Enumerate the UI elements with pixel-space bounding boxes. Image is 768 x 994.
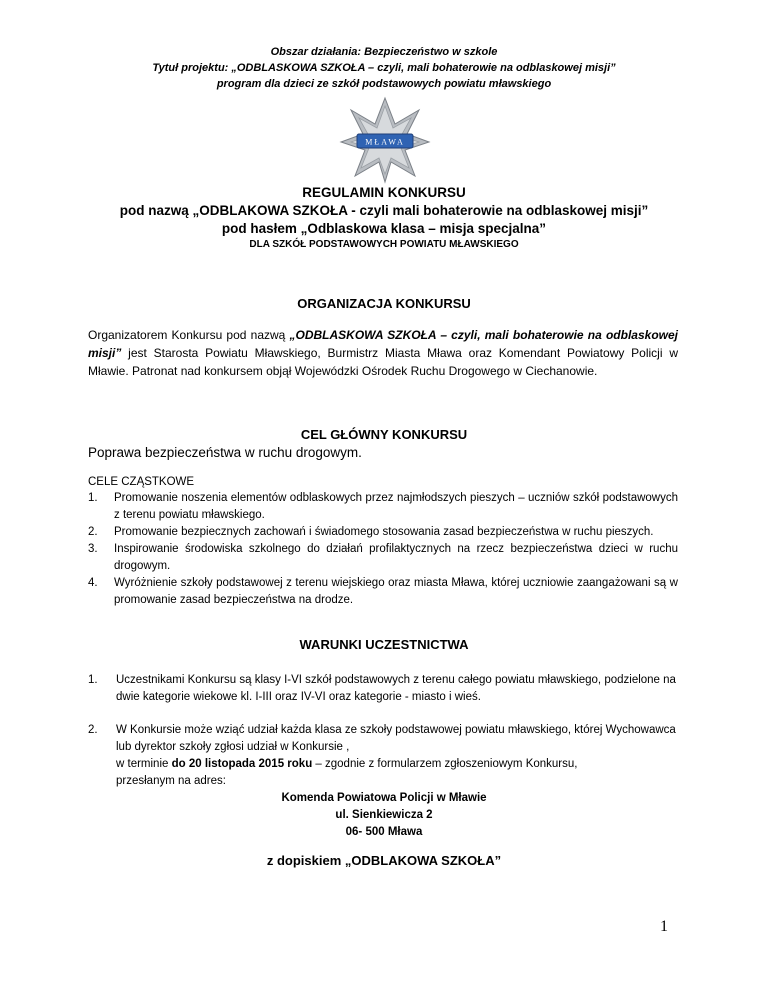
submission-note: z dopiskiem „ODBLAKOWA SZKOŁA” (266, 853, 502, 868)
police-star-badge-icon (339, 96, 431, 184)
address-line: ul. Sienkiewicza 2 (335, 809, 433, 821)
header-project-title: Tytuł projektu: „ODBLASKOWA SZKOŁA – czyli, mali bohaterowie na odblaskowej misji” (152, 62, 616, 74)
organizacja-paragraph: Organizatorem Konkursu pod nazwą „ODBLASKOWA SZKOŁA – czyli, mali bohaterowie na odblaskowej misji” jest Starosta Powiatu Mławskiego, Burmistrz Miasta Mława oraz Komendant Powiatowy Policji w Mławie. Patronat nad konkursem objął Wojewódzki Ośrodek Ruchu Drogowego w Ciechanowie. (88, 328, 678, 378)
regulamin-title: REGULAMIN KONKURSU (302, 185, 466, 200)
cele-czastkowe-list (88, 490, 678, 609)
address-line: Komenda Powiatowa Policji w Mławie (281, 792, 487, 804)
cel-glowny-text: Poprawa bezpieczeństwa w ruchu drogowym. (88, 445, 362, 460)
contest-slogan-line: pod hasłem „Odblaskowa klasa – misja specjalna” (221, 221, 547, 236)
cele-czastkowe-heading: CELE CZĄSTKOWE (88, 476, 195, 488)
header-program-line: program dla dzieci ze szkół podstawowych powiatu mławskiego (216, 78, 552, 90)
cel-glowny-heading: CEL GŁÓWNY KONKURSU (300, 427, 468, 442)
contest-title-inline: „ODBLASKOWA SZKOŁA – czyli, mali bohaterowie na odblaskowej misji” (88, 328, 678, 360)
contest-name-line: pod nazwą „ODBLAKOWA SZKOŁA - czyli mali bohaterowie na odblaskowej misji” (119, 203, 649, 218)
header-area-line: Obszar działania: Bezpieczeństwo w szkole (270, 46, 498, 58)
target-schools-line: DLA SZKÓŁ PODSTAWOWYCH POWIATU MŁAWSKIEGO (249, 239, 519, 250)
list-item: 3. Inspirowanie środowiska szkolnego do działań profilaktycznych na rzecz bezpieczeństwa dzieci w ruchu drogowym. (88, 543, 678, 572)
address-block (0, 790, 768, 841)
warunki-heading: WARUNKI UCZESTNICTWA (299, 637, 469, 652)
badge-text: MŁAWA (365, 137, 405, 147)
list-item: 4. Wyróżnienie szkoły podstawowej z terenu wiejskiego oraz miasta Mława, której uczniowie zaangażowani są w promowanie zasad bezpieczeństwa na drodze. (88, 577, 678, 606)
organizacja-heading: ORGANIZACJA KONKURSU (297, 296, 471, 311)
deadline-date: do 20 listopada 2015 roku (171, 758, 313, 770)
address-line: 06- 500 Mława (345, 826, 423, 838)
warunki-item-2: 2. W Konkursie może wziąć udział każda klasa ze szkoły podstawowej powiatu mławskiego, której Wychowawca lub dyrektor szkoły zgłosi udział w Konkursie , w terminie do 20 listopada 2015 roku – zgodnie z formularzem zgłoszeniowym Konkursu, przesłanym na adres: (88, 724, 676, 787)
page-number: 1 (660, 918, 668, 935)
warunki-item-1: 1. Uczestnikami Konkursu są klasy I-VI szkół podstawowych z terenu całego powiatu mławskiego, podzielone na dwie kategorie wiekowe kl. I-III oraz IV-VI oraz kategorie - miasto i wieś. (88, 674, 676, 703)
list-item: 1. Promowanie noszenia elementów odblaskowych przez najmłodszych pieszych – uczniów szkół podstawowych z terenu powiatu mławskiego. (88, 492, 678, 521)
list-item: 2. Promowanie bezpiecznych zachowań i świadomego stosowania zasad bezpieczeństwa w ruchu pieszych. (88, 526, 654, 538)
